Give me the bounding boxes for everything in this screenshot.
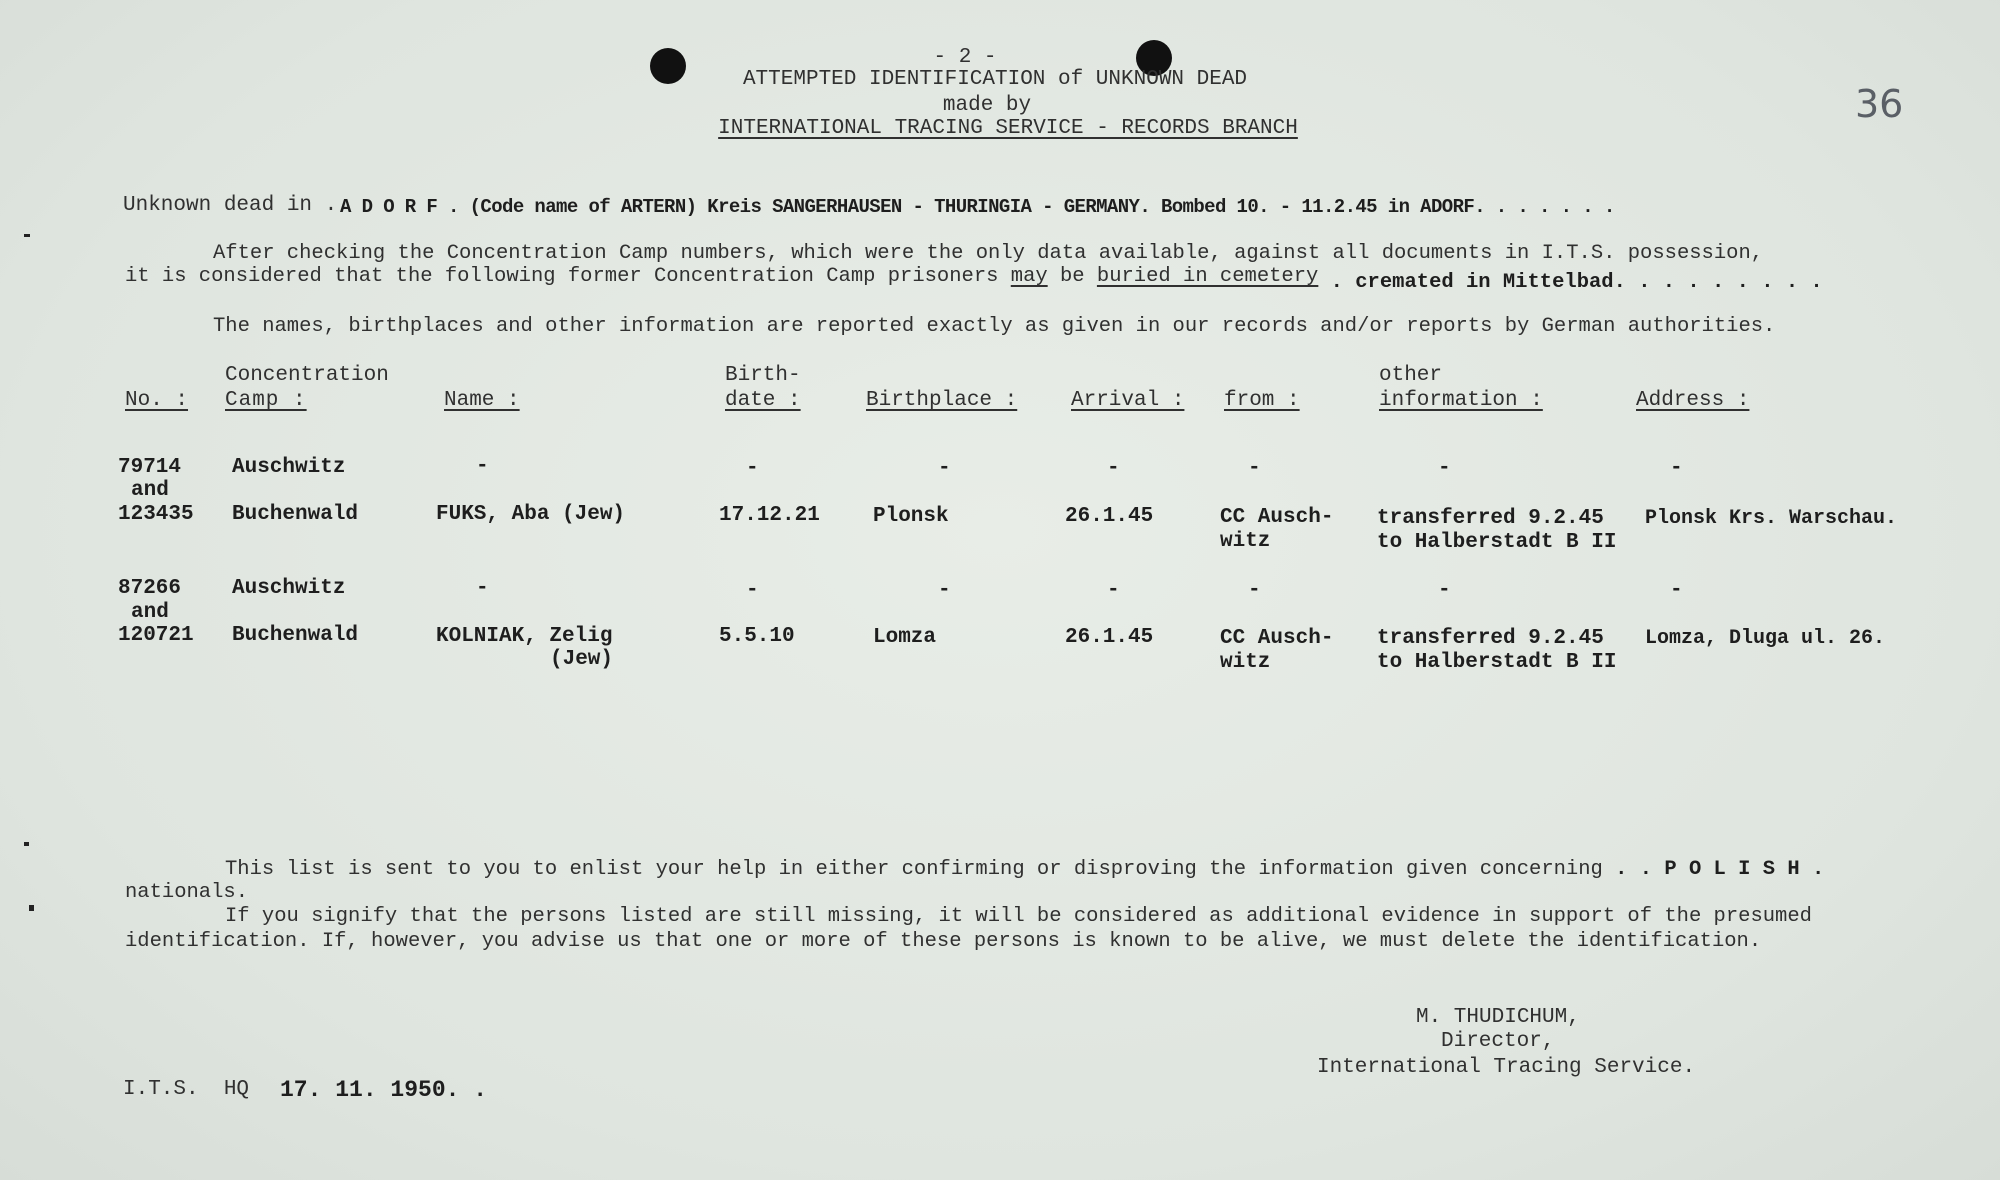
- closing-line2: nationals.: [125, 881, 249, 904]
- header-name: Name :: [444, 389, 520, 412]
- birthplace: Lomza: [873, 626, 937, 649]
- dash: -: [1438, 457, 1451, 480]
- person-name: KOLNIAK, Zelig: [436, 625, 613, 648]
- camp-2: Buchenwald: [232, 624, 359, 647]
- footer-label: I.T.S. HQ: [123, 1078, 250, 1101]
- camp-number-2: 123435: [118, 503, 194, 526]
- footer-date: 17. 11. 1950. .: [280, 1077, 488, 1103]
- margin-mark: [24, 842, 29, 846]
- from-line1: CC Ausch-: [1220, 506, 1334, 529]
- dash: -: [1248, 457, 1261, 480]
- dash: -: [1670, 579, 1683, 602]
- signatory-title: Director,: [1441, 1030, 1555, 1053]
- dash: -: [938, 579, 951, 602]
- cremated-note: . cremated in Mittelbad. . . . . . . . .: [1330, 271, 1823, 294]
- address: Lomza, Dluga ul. 26.: [1645, 627, 1886, 650]
- made-by-line: made by: [942, 94, 1032, 117]
- birthdate: 5.5.10: [719, 625, 795, 648]
- unknown-dead-location: A D O R F . (Code name of ARTERN) Kreis SANGERHAUSEN - THURINGIA - GERMANY. Bombed 10. - 11.2.45 in ADORF. . . . . . .: [340, 196, 1615, 218]
- intro-paragraph-line1: After checking the Concentration Camp numbers, which were the only data available, against all documents in I.T.S. possession,: [213, 242, 1764, 265]
- punch-hole-left: [650, 48, 686, 84]
- dash: -: [746, 579, 759, 602]
- header-other-line1: other: [1379, 364, 1443, 387]
- from-line1: CC Ausch-: [1220, 627, 1334, 650]
- camp-1: Auschwitz: [232, 577, 346, 600]
- intro-line2-text: it is considered that the following former Concentration Camp prisoners: [125, 265, 999, 288]
- buried-in-cemetery: buried in cemetery: [1096, 265, 1319, 288]
- closing-line1: [225, 858, 1824, 882]
- dash: -: [938, 457, 951, 480]
- may-word: may: [1010, 265, 1048, 288]
- camp-number-1: 87266: [118, 577, 182, 600]
- person-name: FUKS, Aba (Jew): [436, 503, 626, 526]
- header-birthplace: Birthplace :: [866, 389, 1018, 412]
- organization-heading: INTERNATIONAL TRACING SERVICE - RECORDS BRANCH: [718, 117, 1298, 140]
- dash: -: [1107, 457, 1120, 480]
- margin-mark: [24, 234, 30, 237]
- nationality: . . P O L I S H .: [1615, 858, 1825, 881]
- from-line2: witz: [1220, 651, 1271, 674]
- dash: -: [476, 455, 489, 478]
- handwritten-page-number: 36: [1855, 82, 1904, 126]
- other-info-line2: to Halberstadt B II: [1377, 651, 1617, 674]
- birthplace: Plonsk: [873, 505, 949, 528]
- camp-2: Buchenwald: [232, 503, 359, 526]
- closing-para2-line2: identification. If, however, you advise us that one or more of these persons is known to be alive, we must delete the identification.: [125, 930, 1762, 953]
- and-word: and: [131, 601, 169, 624]
- intro-paragraph-line2: [125, 265, 1823, 294]
- dash: -: [1248, 579, 1261, 602]
- dash: -: [1670, 457, 1683, 480]
- closing-line1-text: This list is sent to you to enlist your help in either confirming or disproving the information given concerning: [225, 858, 1603, 881]
- camp-number-2: 120721: [118, 624, 194, 647]
- header-from: from :: [1224, 389, 1300, 412]
- birthdate: 17.12.21: [719, 504, 820, 527]
- other-info-line1: transferred 9.2.45: [1377, 627, 1604, 650]
- camp-number-1: 79714: [118, 456, 182, 479]
- dash: -: [1107, 579, 1120, 602]
- signatory-name: M. THUDICHUM,: [1416, 1006, 1580, 1029]
- arrival-date: 26.1.45: [1065, 505, 1154, 528]
- records-note: The names, birthplaces and other information are reported exactly as given in our records and/or reports by German authorities.: [213, 315, 1776, 338]
- header-camp-line2: Camp :: [225, 389, 307, 412]
- page-number: - 2 -: [933, 46, 997, 69]
- from-line2: witz: [1220, 530, 1271, 553]
- document-title: ATTEMPTED IDENTIFICATION of UNKNOWN DEAD: [742, 68, 1248, 91]
- header-no: No. :: [125, 389, 189, 412]
- header-other-line2: information :: [1379, 389, 1543, 412]
- header-address: Address :: [1636, 389, 1750, 412]
- other-info-line1: transferred 9.2.45: [1377, 507, 1604, 530]
- signatory-organization: International Tracing Service.: [1317, 1056, 1696, 1079]
- header-birth-line2: date :: [725, 389, 801, 412]
- dash: -: [476, 577, 489, 600]
- address: Plonsk Krs. Warschau.: [1645, 507, 1898, 530]
- person-name-line2: (Jew): [550, 648, 614, 671]
- margin-mark: [29, 905, 34, 911]
- other-info-line2: to Halberstadt B II: [1377, 531, 1617, 554]
- header-arrival: Arrival :: [1071, 389, 1185, 412]
- camp-1: Auschwitz: [232, 456, 346, 479]
- and-word: and: [131, 479, 169, 502]
- header-camp-line1: Concentration: [225, 364, 389, 387]
- unknown-dead-prefix: Unknown dead in .: [123, 194, 338, 217]
- closing-para2-line1: If you signify that the persons listed are still missing, it will be considered as additional evidence in support of the presumed: [225, 905, 1812, 928]
- arrival-date: 26.1.45: [1065, 626, 1154, 649]
- dash: -: [746, 457, 759, 480]
- be-word: be: [1059, 265, 1085, 288]
- header-birth-line1: Birth-: [725, 364, 801, 387]
- dash: -: [1438, 579, 1451, 602]
